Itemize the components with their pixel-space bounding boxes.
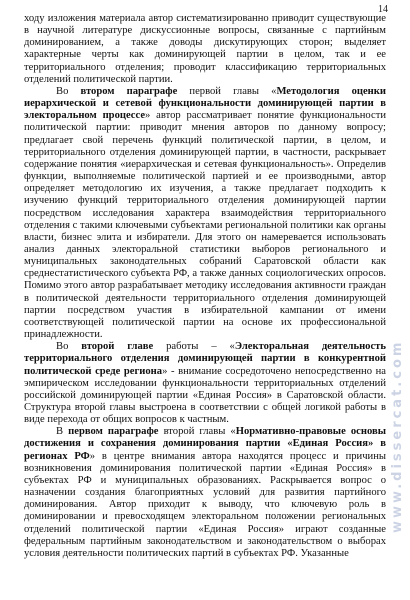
paragraph-2 (24, 86, 386, 341)
page-number: 14 (378, 4, 388, 15)
paragraph-2-text: первой главы « (177, 85, 277, 97)
paragraph-4 (24, 426, 386, 560)
paragraph-3-text: работы – « (153, 341, 235, 353)
paragraph-1: ходу изложения материала автор систематизированно приводит существующие в научной литературе дискуссионные вопросы, связанные с партийным доминированием, а также доводы дискутирующих сторон; выделяет характерные черты как доминирующей партии в целом, так и ее территориального отделения; проводит классификацию территориальных отделений политической партии. (24, 13, 386, 85)
body-text (24, 13, 386, 560)
paragraph-2-bold-term: втором параграфе (80, 85, 178, 97)
paragraph-4-body: » в центре внимания автора находятся процесс и причины возникновения доминирования политической партии «Единая Россия» в субъектах РФ и муниципальных образованиях. Раскрывается вопрос о назначении создания благоприятных условий для развития партийного доминирования. Автор приходит к выводу, что ключевую роль в доминировании и превосходящем электоральном положении региональных отделений политической партии «Единая Россия» играют созданные федеральным партийным законодательством и законодательством о выборах условия деятельности политических партий в субъектах РФ. Указанные (24, 450, 387, 559)
paragraph-3-body: » - внимание сосредоточено непосредственно на эмпирическом исследовании функциональности территориальных отделений российской доминирующей партии «Единая Россия» в Саратовской области. Структура второй главы выстроена в соответствии с общей логикой работы в виде перехода от общих вопросов к частным. (24, 365, 386, 426)
paragraph-4-text: второй главы « (158, 426, 236, 438)
paragraph-2-lead: Во (56, 85, 81, 97)
paragraph-4-lead: В (56, 426, 69, 438)
paragraph-2-section-title: Методология оценки иерархической и сетевой функциональности доминирующей партии в электоральном процессе (24, 85, 386, 122)
paragraph-3-section-title: Электоральная деятельность территориального отделения доминирующей партии в конкурентной политической среде региона (24, 341, 386, 377)
paragraph-3 (24, 341, 386, 426)
paragraph-4-section-title: Нормативно-правовые основы достижения и сохранения доминирования партии «Единая Россия» в регионах РФ (24, 426, 386, 462)
paragraph-2-body: » автор рассматривает понятие функциональности политической партии: приводит мнения авторов по данному вопросу; предлагает свой перечень функций политической партии, в целом, и территориального отделения доминирующей партии, в частности, раскрывает содержание понятия «иерархическая и сетевая функциональность». Определив функции, выполняемые политической партией и ее производными, автор определяет методологию их изучения, а также предлагает подходить к изучению функций территориального отделения доминирующей партии посредством исследования характера взаимодействия территориального отделения с такими ключевыми субъектами региональной политики как органы власти, бизнес элита и избиратели. Для этого он намеревается использовать анализ данных электоральной статистики выборов регионального и муниципальных законодательных собраний Саратовской области как среднестатистического субъекта РФ, а также данных социологических опросов. Помимо этого автор разрабатывает методику исследования активности граждан в политической деятельности территориального отделения доминирующей партии посредством участия в избирательной кампании от имени соответствующей политической партии на основе их профессиональной принадлежности. (24, 110, 386, 341)
paragraph-4-bold-term: первом параграфе (68, 426, 159, 438)
paragraph-3-bold-term: второй главе (81, 341, 154, 353)
site-watermark: www.dissercat.com (390, 339, 405, 533)
paragraph-3-lead: Во (56, 341, 82, 353)
